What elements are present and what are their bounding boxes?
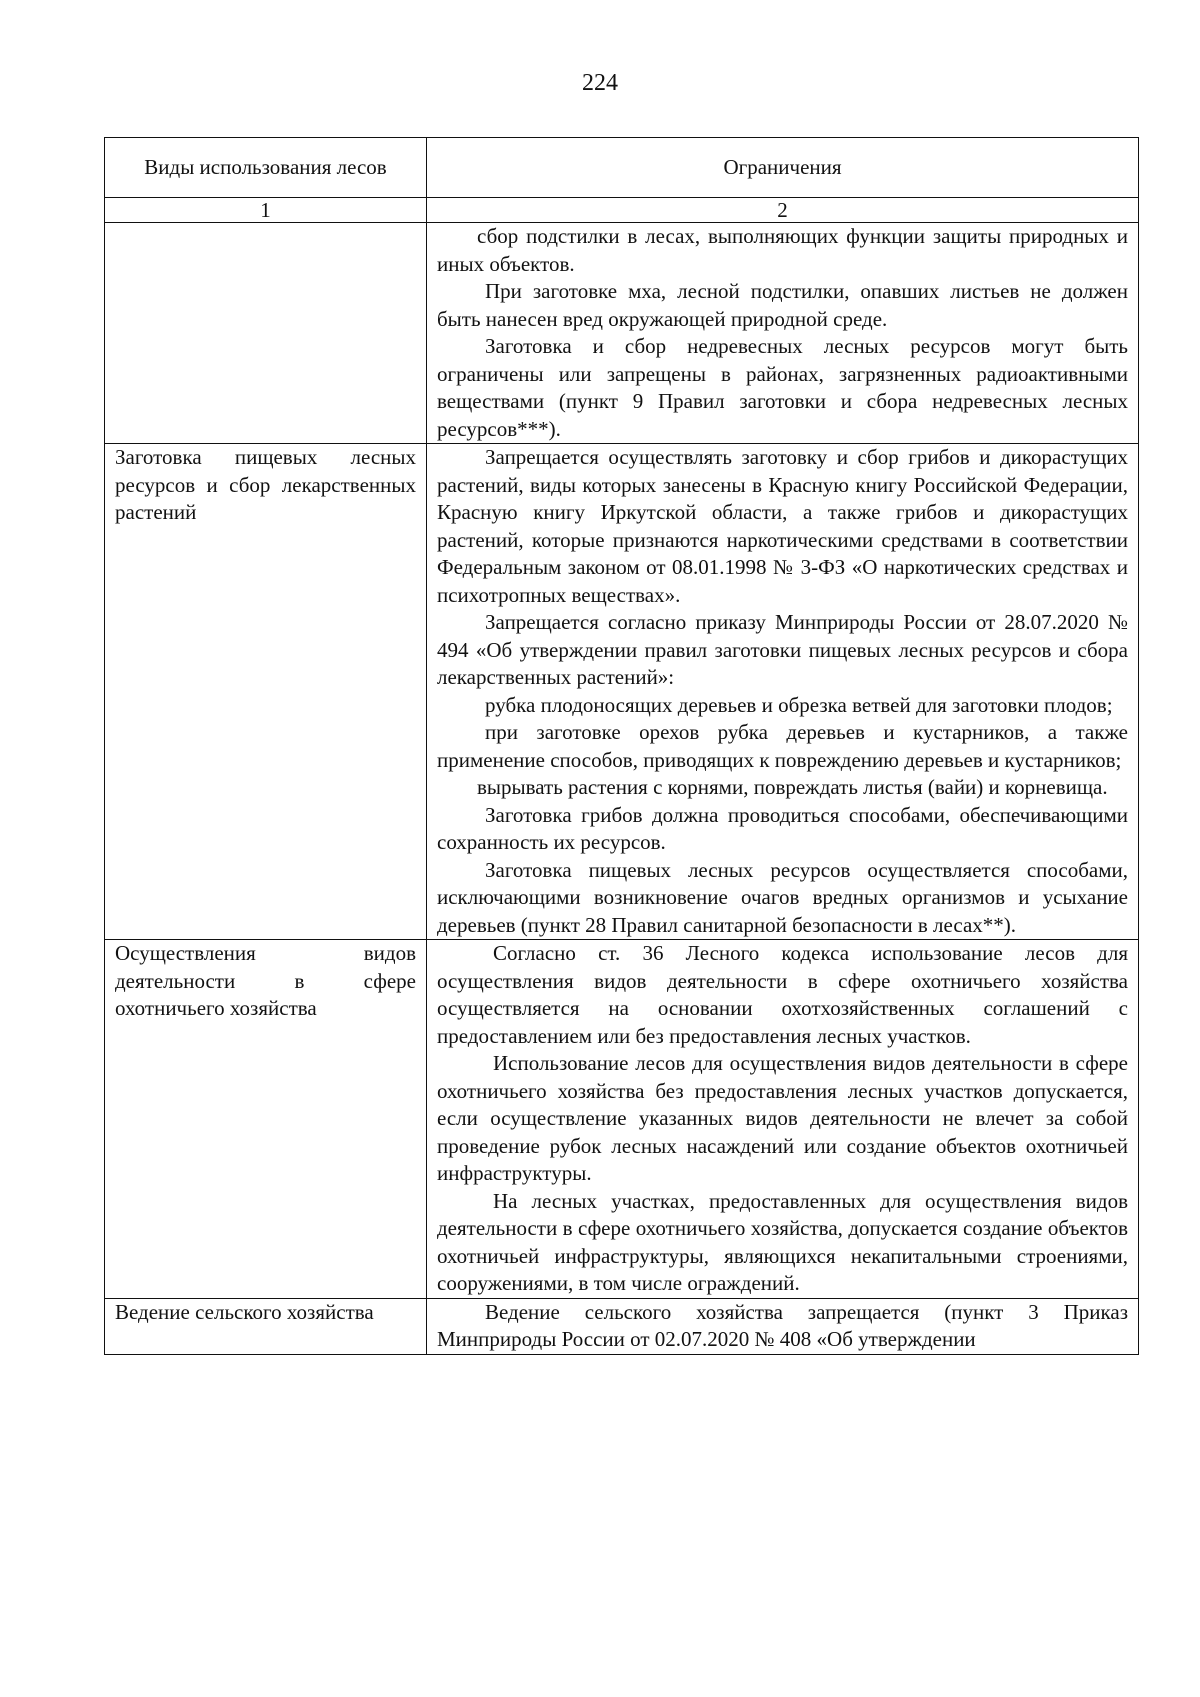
table-row [105,223,1139,444]
use-type-cell: Осуществления видов деятельности в сфере охотничьего хозяйства [105,940,427,1299]
restriction-paragraph: Заготовка и сбор недревесных лесных ресурсов могут быть ограничены или запрещены в районах, загрязненных радиоактивными веществами (пункт 9 Правил заготовки и сбора недревесных лесных ресурсов***). [437,334,1128,441]
column-number-row [105,198,1139,223]
restriction-paragraph: сбор подстилки в лесах, выполняющих функции защиты природных и иных объектов. [437,224,1128,276]
restriction-paragraph: На лесных участках, предоставленных для осуществления видов деятельности в сфере охотничьего хозяйства, допускается создание объектов охотничьей инфраструктуры, являющихся некапитальными строениями, сооружениями, в том числе ограждений. [437,1188,1128,1295]
restriction-paragraph: вырывать растения с корнями, повреждать листья (вайи) и корневища. [477,775,1108,799]
restriction-paragraph: При заготовке мха, лесной подстилки, опавших листьев не должен быть нанесен вред окружающей природной среде. [437,279,1128,331]
restriction-paragraph: при заготовке орехов рубка деревьев и кустарников, а также применение способов, приводящих к повреждению деревьев и кустарников; [437,720,1128,772]
restriction-paragraph: Запрещается осуществлять заготовку и сбор грибов и дикорастущих растений, виды которых занесены в Красную книгу Российской Федерации, Красную книгу Иркутской области, а также грибов и дикорастущих растений, которые признаются наркотическими средствами в соответствии Федеральным законом от 08.01.1998 № 3-ФЗ «О наркотических средствах и психотропных веществах». [437,445,1128,607]
restriction-paragraph: Запрещается согласно приказу Минприроды России от 28.07.2020 № 494 «Об утверждении правил заготовки пищевых лесных ресурсов и сбора лекарственных растений»: [437,610,1128,689]
restrictions-cell [427,444,1139,940]
table-header-row [105,138,1139,198]
restrictions-cell [427,223,1139,444]
restrictions-cell [427,940,1139,1299]
restriction-paragraph: Заготовка пищевых лесных ресурсов осуществляется способами, исключающими возникновение очагов вредных организмов и усыхание деревьев (пункт 28 Правил санитарной безопасности в лесах**). [437,857,1128,937]
restriction-paragraph: Ведение сельского хозяйства запрещается (пункт 3 Приказ Минприроды России от 02.07.2020 № 408 «Об утверждении [437,1299,1128,1351]
use-type-cell: Ведение сельского хозяйства [105,1298,427,1354]
page-number: 224 [582,70,618,96]
use-type-cell: Заготовка пищевых лесных ресурсов и сбор лекарственных растений [105,444,427,940]
use-type-cell [105,223,427,444]
restrictions-cell [427,1298,1139,1354]
header-use-type: Виды использования лесов [105,138,427,198]
table-row [105,940,1139,1299]
restriction-paragraph: Согласно ст. 36 Лесного кодекса использование лесов для осуществления видов деятельности в сфере охотничьего хозяйства осуществляется на основании охотхозяйственных соглашений с предоставлением или без предоставления лесных участков. [437,941,1128,1048]
restriction-paragraph: Использование лесов для осуществления видов деятельности в сфере охотничьего хозяйства без предоставления лесных участков допускается, если осуществление указанных видов деятельности не влечет за собой проведение рубок лесных насаждений или создание объектов охотничьей инфраструктуры. [437,1051,1128,1185]
restriction-paragraph: Заготовка грибов должна проводиться способами, обеспечивающими сохранность их ресурсов. [437,802,1128,854]
table-row [105,1298,1139,1354]
header-restrictions: Ограничения [427,138,1139,198]
column-number-1: 1 [105,198,427,223]
restriction-paragraph: рубка плодоносящих деревьев и обрезка ветвей для заготовки плодов; [485,692,1113,717]
column-number-2: 2 [427,198,1139,223]
restrictions-table [104,137,1139,1355]
table-row [105,444,1139,940]
